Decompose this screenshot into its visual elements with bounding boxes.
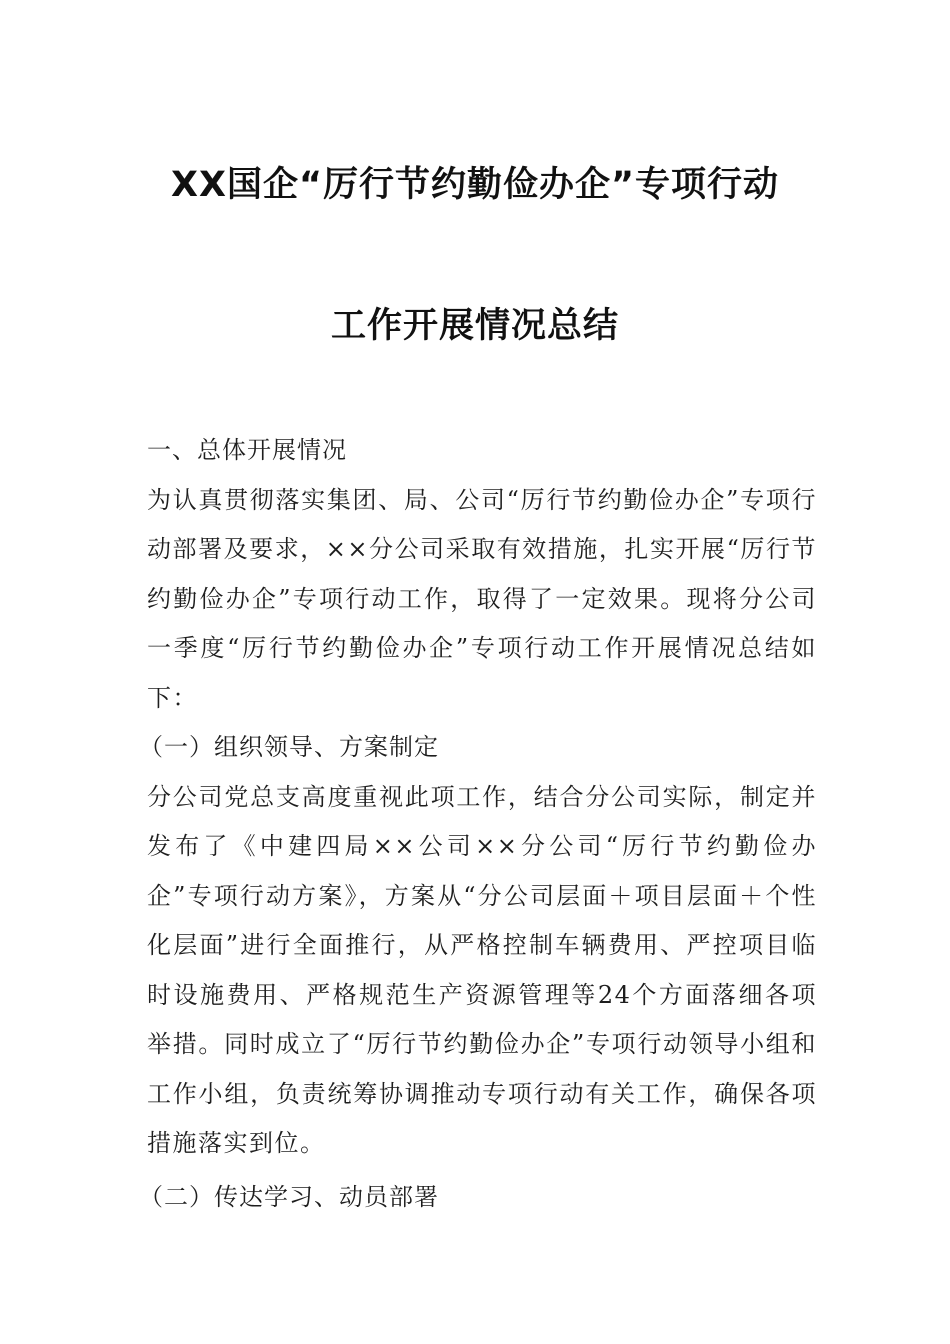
document-title-line-1: XX国企“厉行节约勤俭办企”专项行动 [171, 165, 779, 205]
intro-paragraph: 为认真贯彻落实集团、局、公司“厉行节约勤俭办企”专项行动部署及要求，××分公司采取有效措施，扎实开展“厉行节约勤俭办企”专项行动工作，取得了一定效果。现将分公司一季度“厉行节约勤俭办企”专项行动工作开展情况总结如下： [147, 485, 817, 712]
document-title-line-2: 工作开展情况总结 [330, 306, 619, 346]
subsection-heading-mobilization: （二）传达学习、动员部署 [139, 1182, 439, 1211]
section-heading-overall: 一、总体开展情况 [147, 436, 347, 464]
subsection-heading-organization: （一）组织领导、方案制定 [139, 733, 439, 761]
document-body [139, 426, 817, 1222]
organization-paragraph: 分公司党总支高度重视此项工作，结合分公司实际，制定并发布了《中建四局××公司××分公司“厉行节约勤俭办企”专项行动方案》，方案从“分公司层面＋项目层面＋个性化层面”进行全面推行，从严格控制车辆费用、严控项目临时设施费用、严格规范生产资源管理等24个方面落细各项举措。同时成立了“厉行节约勤俭办企”专项行动领导小组和工作小组，负责统筹协调推动专项行动有关工作，确保各项措施落实到位。 [147, 782, 817, 1157]
